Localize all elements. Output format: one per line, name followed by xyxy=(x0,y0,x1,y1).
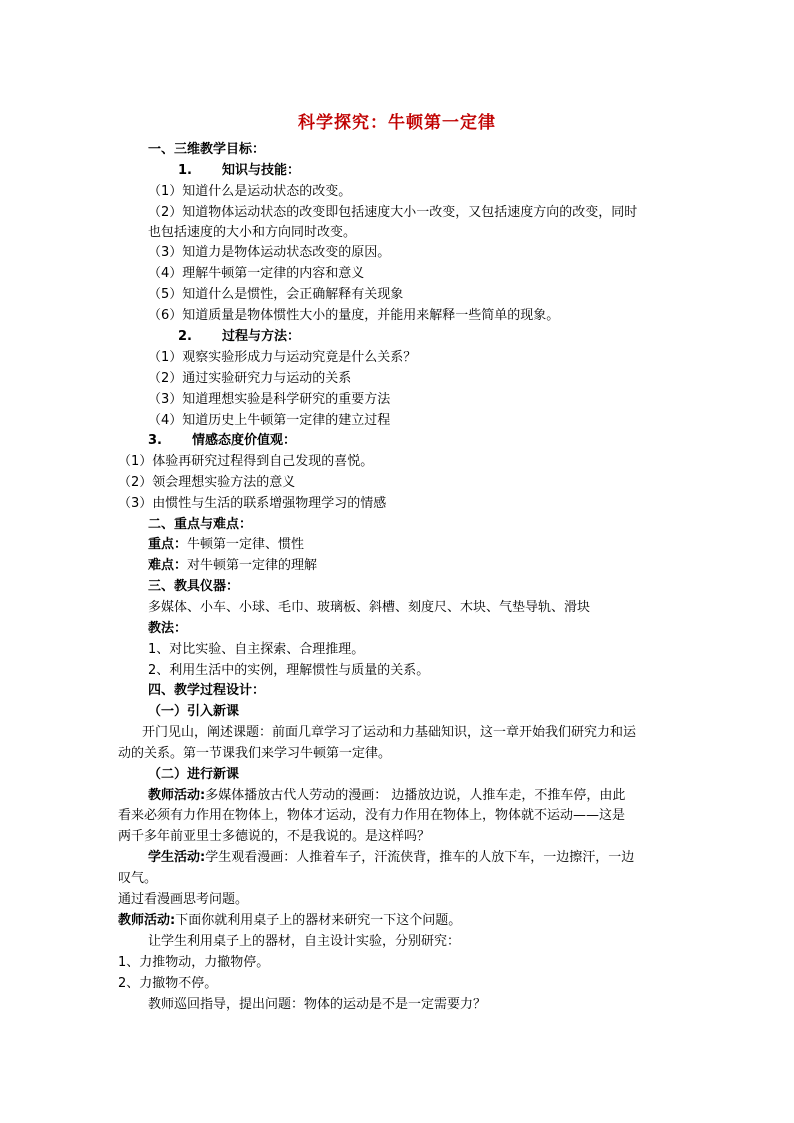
teacher-activity-text: 多媒体播放古代人劳动的漫画： 边播放边说，人推车走，不推车停，由此 xyxy=(205,788,626,803)
method-item-2: 2、利用生活中的实例，理解惯性与质量的关系。 xyxy=(148,663,430,678)
comic-thinking: 通过看漫画思考问题。 xyxy=(118,892,249,907)
intro-paragraph-line1: 开门见山，阐述课题：前面几章学习了运动和力基础知识，这一章开始我们研究力和运 xyxy=(142,725,637,740)
page-title: 科学探究：牛顿第一定律 xyxy=(298,113,496,133)
student-activity-label: 学生活动: xyxy=(148,850,206,865)
teacher-activity-label: 教师活动: xyxy=(118,913,176,928)
difficulty-label: 难点： xyxy=(148,558,188,573)
section-heading-key-points: 二、重点与难点： xyxy=(148,517,253,532)
intro-paragraph-line2: 动的关系。第一节课我们来学习牛顿第一定律。 xyxy=(118,746,392,761)
teacher-activity-1-line2: 看来必须有力作用在物体上，物体才运动，没有力作用在物体上，物体就不运动——这是 xyxy=(118,808,626,823)
subsection-heading-attitude xyxy=(148,431,296,451)
subsection-title: 情感态度价值观： xyxy=(191,433,296,448)
subheading-new-lesson: （二）进行新课 xyxy=(148,767,240,782)
subsection-heading-process xyxy=(178,327,300,347)
knowledge-item-5: （5）知道什么是惯性，会正确解释有关现象 xyxy=(148,287,404,302)
subsection-heading-knowledge xyxy=(178,161,300,181)
section-heading-tools: 三、教具仪器： xyxy=(148,579,240,594)
subsection-title: 过程与方法： xyxy=(221,329,300,344)
method-item-1: 1、对比实验、自主探索、合理推理。 xyxy=(148,642,365,657)
tools-list: 多媒体、小车、小球、毛巾、玻璃板、斜槽、刻度尺、木块、气垫导轨、滑块 xyxy=(148,600,591,615)
research-item-2: 2、力撤物不停。 xyxy=(118,976,218,991)
process-item-1: （1）观察实验形成力与运动究竟是什么关系？ xyxy=(148,350,417,365)
process-item-3: （3）知道理想实验是科学研究的重要方法 xyxy=(148,392,391,407)
experiment-design: 让学生利用桌子上的器材，自主设计实验，分别研究： xyxy=(148,934,461,949)
attitude-item-1: （1）体验再研究过程得到自己发现的喜悦。 xyxy=(118,454,374,469)
subsection-title: 知识与技能： xyxy=(221,163,300,178)
teacher-activity-text: 下面你就利用桌子上的器材来研究一下这个问题。 xyxy=(175,913,462,928)
student-activity-line2: 叹气。 xyxy=(118,871,158,886)
knowledge-item-1: （1）知道什么是运动状态的改变。 xyxy=(148,184,352,199)
teacher-activity-1-line1 xyxy=(148,786,625,806)
section-heading-objectives: 一、三维教学目标： xyxy=(148,142,266,157)
student-activity-text: 学生观看漫画：人推着车子，汗流侠背，推车的人放下车，一边擦汗，一边 xyxy=(205,850,635,865)
knowledge-item-3: （3）知道力是物体运动状态改变的原因。 xyxy=(148,245,391,260)
key-point-label: 重点： xyxy=(148,537,188,552)
research-item-1: 1、力推物动，力撤物停。 xyxy=(118,955,270,970)
process-item-4: （4）知道历史上牛顿第一定律的建立过程 xyxy=(148,413,391,428)
subsection-number: 1. xyxy=(178,163,192,178)
knowledge-item-2-line1: （2）知道物体运动状态的改变即包括速度大小一改变，又包括速度方向的改变，同时 xyxy=(148,205,638,220)
section-heading-process-design: 四、教学过程设计： xyxy=(148,683,266,698)
teacher-activity-1-line3: 两千多年前亚里士多德说的，不是我说的。是这样吗？ xyxy=(118,829,431,844)
subsection-number: 2. xyxy=(178,329,192,344)
key-point-text: 牛顿第一定律、惯性 xyxy=(187,537,305,552)
student-activity-line1 xyxy=(148,848,634,868)
knowledge-item-2-line2: 也包括速度的大小和方向同时改变。 xyxy=(148,225,357,240)
knowledge-item-4: （4）理解牛顿第一定律的内容和意义 xyxy=(148,266,365,281)
attitude-item-2: （2）领会理想实验方法的意义 xyxy=(118,475,296,490)
teacher-activity-2 xyxy=(118,911,461,931)
teacher-activity-label: 教师活动: xyxy=(148,788,206,803)
process-item-2: （2）通过实验研究力与运动的关系 xyxy=(148,371,352,386)
key-point-line xyxy=(148,535,304,555)
difficulty-text: 对牛顿第一定律的理解 xyxy=(187,558,318,573)
attitude-item-3: （3）由惯性与生活的联系增强物理学习的情感 xyxy=(118,496,387,511)
subsection-number: 3. xyxy=(148,433,162,448)
teacher-guidance: 教师巡回指导，提出问题：物体的运动是不是一定需要力？ xyxy=(148,997,487,1012)
knowledge-item-6: （6）知道质量是物体惯性大小的量度，并能用来解释一些简单的现象。 xyxy=(148,308,560,323)
method-heading: 教法： xyxy=(148,621,188,636)
difficulty-line xyxy=(148,556,317,576)
subheading-introduction: （一）引入新课 xyxy=(148,704,240,719)
